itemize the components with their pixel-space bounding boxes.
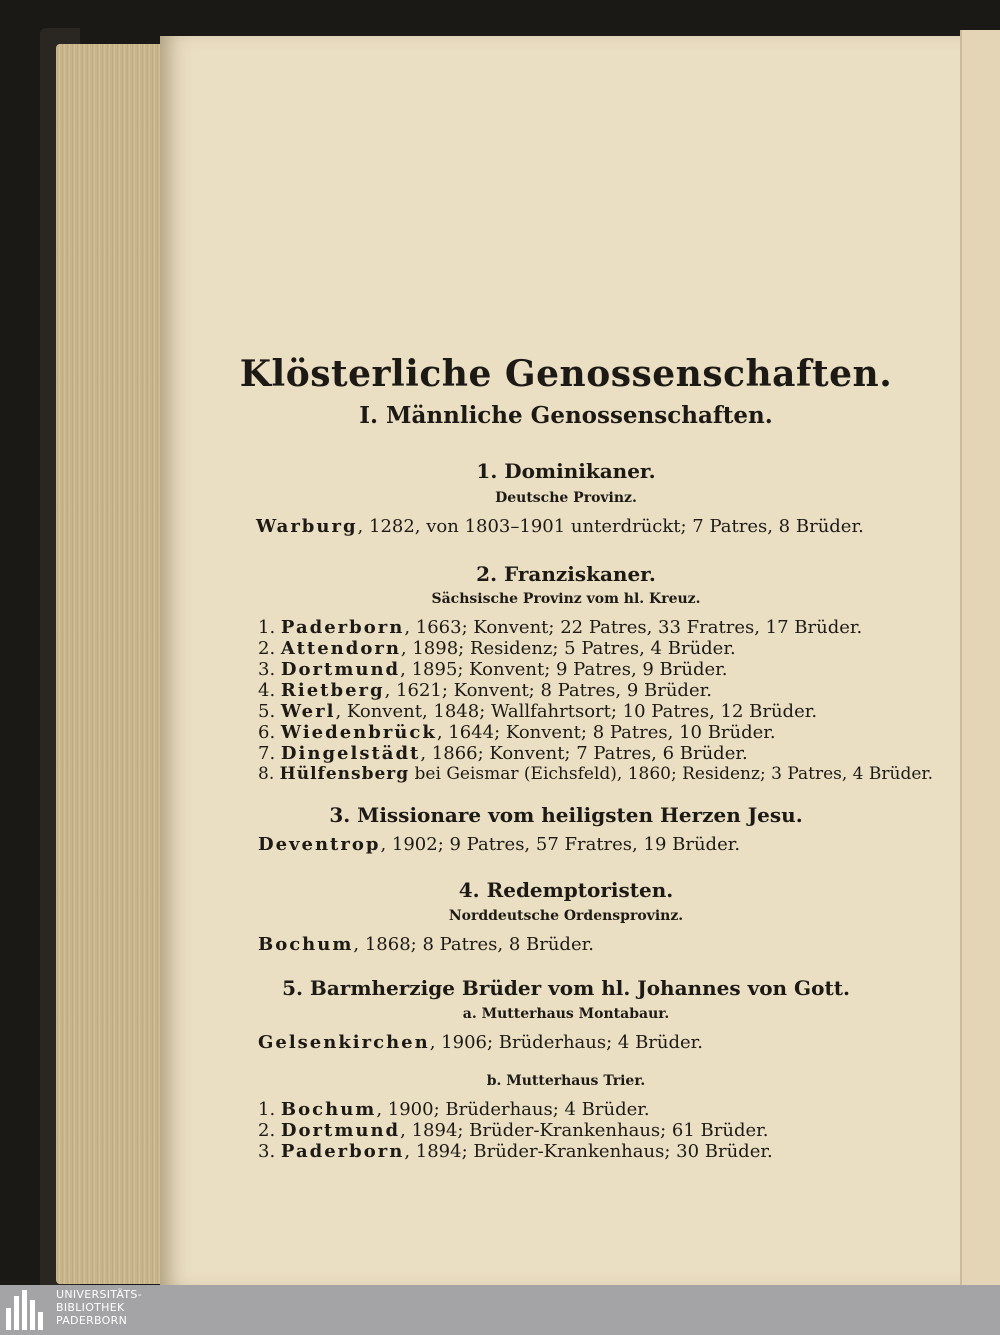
- entry-details: , 1621; Konvent; 8 Patres, 9 Brüder.: [384, 680, 712, 701]
- entry-details: , 1663; Konvent; 22 Patres, 33 Fratres, 17 Brüder.: [404, 617, 863, 638]
- entry-details: , 1894; Brüder-Krankenhaus; 61 Brüder.: [400, 1120, 769, 1141]
- entry-place: Rietberg: [280, 680, 385, 701]
- section-subheading-montabaur: a. Mutterhaus Montabaur.: [462, 1006, 670, 1022]
- entry-place: Dortmund: [280, 1120, 401, 1141]
- entry-details: bei Geismar (Eichsfeld), 1860; Residenz; 3 Patres, 4 Brüder.: [409, 764, 934, 784]
- list-item: [258, 1120, 769, 1141]
- entry-details: , Konvent, 1848; Wallfahrtsort; 10 Patres, 12 Brüder.: [335, 701, 818, 722]
- entry-bochum: [258, 934, 594, 955]
- item-number: 2.: [258, 1120, 276, 1141]
- section-subheading-norddeutsche: Norddeutsche Ordensprovinz.: [448, 908, 684, 924]
- entry-details: , 1895; Konvent; 9 Patres, 9 Brüder.: [400, 659, 728, 680]
- item-number: 1.: [258, 617, 276, 638]
- list-item: [258, 701, 817, 722]
- item-number: 8.: [258, 764, 275, 784]
- section-heading-barmherzige-brueder: 5. Barmherzige Brüder vom hl. Johannes von Gott.: [282, 976, 850, 1000]
- list-item: [258, 659, 728, 680]
- entry-place: Dingelstädt: [280, 743, 421, 764]
- entry-details: , 1900; Brüderhaus; 4 Brüder.: [376, 1099, 650, 1120]
- entry-place: Warburg: [256, 516, 358, 537]
- list-item: [258, 638, 736, 659]
- entry-deventrop: [258, 834, 740, 855]
- list-item: [258, 1141, 773, 1162]
- entry-gelsenkirchen: [258, 1032, 703, 1053]
- entry-place: Paderborn: [280, 1141, 405, 1162]
- item-number: 5.: [258, 701, 276, 722]
- page-edges: [56, 44, 166, 1284]
- right-page-edge: [960, 30, 1000, 1285]
- entry-details: , 1866; Konvent; 7 Patres, 6 Brüder.: [420, 743, 748, 764]
- item-number: 4.: [258, 680, 276, 701]
- entry-place: Hülfensberg: [279, 764, 410, 784]
- entry-place: Attendorn: [280, 638, 401, 659]
- section-subheading-deutsche-provinz: Deutsche Provinz.: [495, 490, 637, 506]
- entry-details: , 1902; 9 Patres, 57 Fratres, 19 Brüder.: [380, 834, 741, 855]
- library-name: [56, 1288, 142, 1327]
- library-name-line3: PADERBORN: [56, 1314, 128, 1327]
- entry-details: , 1868; 8 Patres, 8 Brüder.: [353, 934, 594, 955]
- section-subheading-trier: b. Mutterhaus Trier.: [486, 1073, 646, 1089]
- entry-details: , 1282, von 1803–1901 unterdrückt; 7 Patres, 8 Brüder.: [357, 516, 864, 537]
- entry-details: , 1894; Brüder-Krankenhaus; 30 Brüder.: [404, 1141, 773, 1162]
- list-item: [258, 722, 776, 743]
- entry-details: , 1644; Konvent; 8 Patres, 10 Brüder.: [436, 722, 776, 743]
- library-name-line2: BIBLIOTHEK: [56, 1301, 125, 1314]
- item-number: 6.: [258, 722, 276, 743]
- section-subheading-saechsische-provinz: Sächsische Provinz vom hl. Kreuz.: [431, 591, 701, 607]
- entry-place: Gelsenkirchen: [258, 1032, 430, 1053]
- entry-place: Werl: [280, 701, 336, 722]
- section-heading-redemptoristen: 4. Redemptoristen.: [458, 878, 674, 902]
- entry-place: Paderborn: [280, 617, 405, 638]
- page-subtitle: I. Männliche Genossenschaften.: [359, 402, 773, 429]
- item-number: 7.: [258, 743, 276, 764]
- entry-warburg: [256, 516, 864, 537]
- entry-place: Bochum: [258, 934, 354, 955]
- item-number: 2.: [258, 638, 276, 659]
- item-number: 3.: [258, 1141, 276, 1162]
- section-heading-missionare: 3. Missionare vom heiligsten Herzen Jesu.: [329, 803, 803, 827]
- list-item: [258, 1099, 650, 1120]
- list-item: [258, 764, 933, 784]
- list-item: [258, 680, 712, 701]
- library-footer: [0, 1285, 1000, 1335]
- entry-place: Wiedenbrück: [280, 722, 437, 743]
- section-heading-franziskaner: 2. Franziskaner.: [476, 562, 656, 586]
- library-name-line1: UNIVERSITÄTS-: [56, 1288, 142, 1301]
- list-item: [258, 617, 862, 638]
- list-item: [258, 743, 748, 764]
- entry-place: Bochum: [280, 1099, 377, 1120]
- section-heading-dominikaner: 1. Dominikaner.: [476, 459, 656, 483]
- entry-place: Deventrop: [258, 834, 381, 855]
- entry-details: , 1898; Residenz; 5 Patres, 4 Brüder.: [400, 638, 736, 659]
- entry-details: , 1906; Brüderhaus; 4 Brüder.: [429, 1032, 704, 1053]
- item-number: 3.: [258, 659, 276, 680]
- entry-place: Dortmund: [280, 659, 401, 680]
- item-number: 1.: [258, 1099, 276, 1120]
- page-title: Klösterliche Genossenschaften.: [239, 353, 893, 395]
- library-logo-icon: [6, 1290, 46, 1330]
